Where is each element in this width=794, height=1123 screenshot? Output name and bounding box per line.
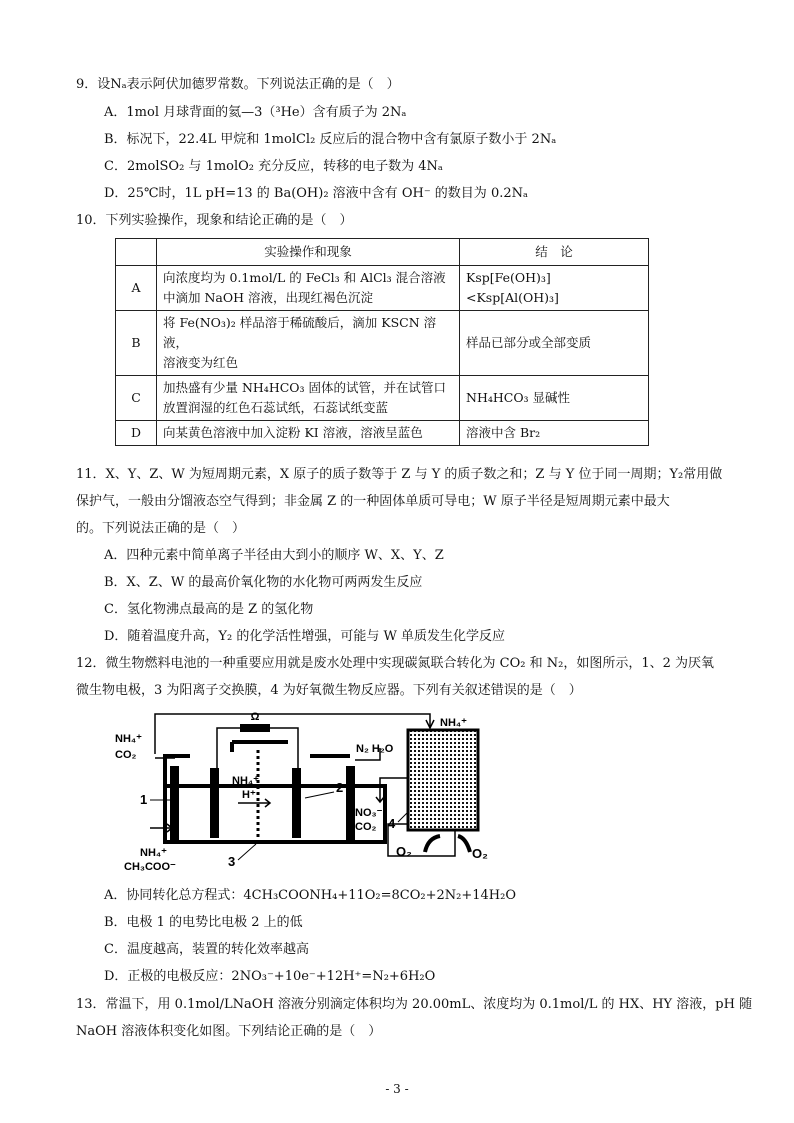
row-conclusion: Ksp[Fe(OH)₃]<Ksp[Al(OH)₃] (460, 266, 649, 311)
page-number: - 3 - (385, 1082, 409, 1096)
row-operation (157, 266, 460, 311)
table-header (116, 239, 157, 266)
label-2: 2 (336, 780, 344, 795)
q9-option-b: B．标况下，22.4L 甲烷和 1molCl₂ 反应后的混合物中含有氯原子数小于 2Nₐ (104, 132, 557, 147)
q12-option-d: D．正极的电极反应：2NO₃⁻+10e⁻+12H⁺=N₂+6H₂O (104, 969, 436, 984)
row-operation: 向某黄色溶液中加入淀粉 KI 溶液，溶液呈蓝色 (157, 421, 460, 446)
oxygen-arrow-right (458, 836, 470, 852)
inlet-top-ion: NH₄⁺ (115, 733, 142, 745)
q11-option-b: B．X、Z、W 的最高价氧化物的水化物可两两发生反应 (104, 575, 423, 590)
q11-stem-line3: 的。下列说法正确的是（ ） (76, 521, 246, 536)
mid-ion-2: H⁺ (242, 789, 256, 801)
q11-stem-line1: 11．X、Y、Z、W 为短周期元素，X 原子的质子数等于 Z 与 Y 的质子数之和；Z 与 Y 位于同一周期；Y₂常用做 (76, 467, 723, 482)
op-line: 将 Fe(NO₃)₂ 样品溶于稀硫酸后，滴加 KSCN 溶液， (163, 315, 437, 350)
mid-ion-1: NH₄⁺ (232, 775, 259, 787)
q12-stem-line2: 微生物电极，3 为阳离子交换膜，4 为好氧微生物反应器。下列有关叙述错误的是（ ） (76, 683, 582, 698)
table-row (116, 311, 649, 376)
op-line: 中滴加 NaOH 溶液，出现红褐色沉淀 (163, 290, 373, 305)
row-conclusion: 溶液中含 Br₂ (460, 421, 649, 446)
op-line: 向浓度均为 0.1mol/L 的 FeCl₃ 和 AlCl₃ 混合溶液 (163, 270, 446, 285)
outlet-products: N₂ H₂O (356, 743, 394, 755)
op-line: 溶液变为红色 (163, 355, 239, 370)
q11-option-d: D．随着温度升高，Y₂ 的化学活性增强，可能与 W 单质发生化学反应 (104, 629, 505, 644)
q13-stem-line1: 13．常温下，用 0.1mol/LNaOH 溶液分别滴定体积均为 20.00mL、浓度均为 0.1mol/L 的 HX、HY 溶液，pH 随 (76, 997, 753, 1012)
table-header: 实验操作和现象 (157, 239, 460, 266)
q12-stem-line1: 12．微生物燃料电池的一种重要应用就是废水处理中实现碳氮联合转化为 CO₂ 和 N₂，如图所示，1、2 为厌氧 (76, 656, 715, 671)
q11-option-a: A．四种元素中简单离子半径由大到小的顺序 W、X、Y、Z (104, 548, 444, 563)
oxygen-left: O₂ (396, 844, 412, 859)
electrode-2b (346, 766, 355, 842)
label-4: 4 (388, 816, 396, 831)
electrode-1b (210, 768, 219, 838)
inlet-bottom-acetate: CH₃COO⁻ (124, 861, 176, 873)
table-row (116, 421, 649, 446)
q10-stem: 10．下列实验操作，现象和结论正确的是（ ） (76, 213, 353, 228)
q9-stem: 9．设Nₐ表示阿伏加德罗常数。下列说法正确的是（ ） (76, 77, 400, 92)
table-header-row (116, 239, 649, 266)
q13-stem-line2: NaOH 溶液体积变化如图。下列结论正确的是（ ） (76, 1024, 382, 1039)
q9-option-c: C．2molSO₂ 与 1molO₂ 充分反应，转移的电子数为 4Nₐ (104, 159, 443, 174)
table-row (116, 266, 649, 311)
q12-option-b: B．电极 1 的电势比电极 2 上的低 (104, 915, 303, 930)
table-row (116, 376, 649, 421)
electrode-2 (292, 768, 301, 838)
electrode-1 (170, 766, 179, 842)
op-line: 放置润湿的红色石蕊试纸，石蕊试纸变蓝 (163, 400, 389, 415)
row-label: D (116, 421, 157, 446)
oxygen-right: O₂ (472, 846, 488, 861)
resistor-label: Ω (250, 711, 260, 723)
wire-right (270, 728, 298, 768)
q12-option-c: C．温度越高，装置的转化效率越高 (104, 942, 309, 957)
inlet-top-co2: CO₂ (115, 749, 137, 761)
q11-option-c: C．氢化物沸点最高的是 Z 的氢化物 (104, 602, 314, 617)
row-conclusion: 样品已部分或全部变质 (460, 311, 649, 376)
q10-table (115, 238, 649, 446)
right-ion-no3: NO₃⁻ (355, 807, 383, 819)
inlet-bottom-ion: NH₄⁺ (140, 847, 167, 859)
q9-option-d: D．25℃时，1L pH=13 的 Ba(OH)₂ 溶液中含有 OH⁻ 的数目为 0.2Nₐ (104, 186, 529, 201)
reactor-inlet-ion: NH₄⁺ (440, 717, 467, 729)
resistor (240, 724, 270, 732)
wire-left (217, 728, 240, 768)
row-label: B (116, 311, 157, 376)
op-line: 加热盛有少量 NH₄HCO₃ 固体的试管，并在试管口 (163, 380, 447, 395)
oxygen-arrow-left (425, 836, 440, 852)
fuel-cell-diagram (110, 706, 510, 876)
q12-option-a: A．协同转化总方程式：4CH₃COONH₄+11O₂=8CO₂+2N₂+14H₂O (104, 888, 517, 903)
row-label: A (116, 266, 157, 311)
row-operation (157, 376, 460, 421)
label-1: 1 (140, 792, 148, 807)
right-ion-co2: CO₂ (355, 821, 377, 833)
q9-option-a: A．1mol 月球背面的氦—3（³He）含有质子为 2Nₐ (104, 105, 407, 120)
label-3: 3 (228, 854, 236, 869)
row-label: C (116, 376, 157, 421)
row-conclusion: NH₄HCO₃ 显碱性 (460, 376, 649, 421)
q11-stem-line2: 保护气，一般由分馏液态空气得到；非金属 Z 的一种固体单质可导电；W 原子半径是短周期元素中最大 (76, 494, 670, 509)
row-operation (157, 311, 460, 376)
table-header: 结 论 (460, 239, 649, 266)
aerobic-reactor (408, 730, 478, 830)
